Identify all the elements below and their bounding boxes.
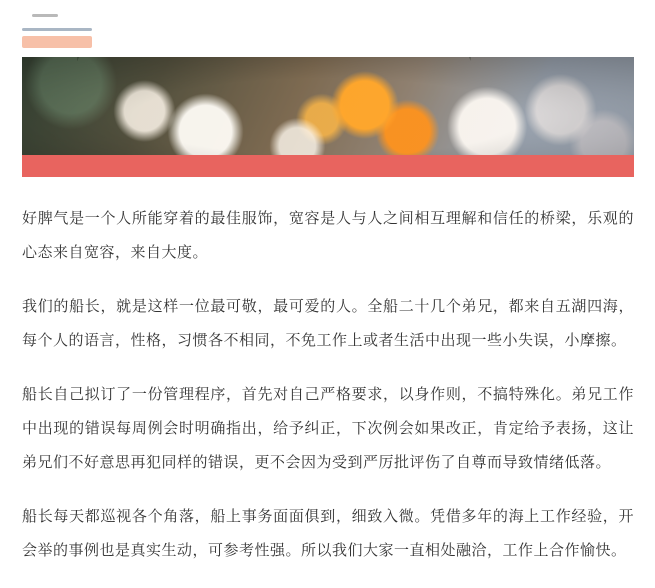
paragraph: 好脾气是一个人所能穿着的最佳服饰，宽容是人与人之间相互理解和信任的桥梁，乐观的心态来自宽容，来自大度。 [22,210,634,261]
rule-mark-top-line [32,14,58,17]
paragraph: 船长每天都巡视各个角落，船上事务面面俱到，细致入微。凭借多年的海上工作经验，开会举的事例也是真实生动，可参考性强。所以我们大家一直相处融洽，工作上合作愉快。 [22,508,634,559]
rule-mark-middle-line [22,28,92,31]
decorative-rule-mark-icon [22,14,92,48]
hero-accent-bar [22,155,634,177]
article-body [22,202,634,588]
rule-mark-accent-block [22,36,92,48]
paragraph: 船长自己拟订了一份管理程序，首先对自己严格要求，以身作则，不搞特殊化。弟兄工作中出现的错误每周例会时明确指出，给予纠正，下次例会如果改正，肯定给予表扬，这让弟兄们不好意思再犯同样的错误，更不会因为受到严厉批评伤了自尊而导致情绪低落。 [22,386,634,471]
paragraph: 我们的船长，就是这样一位最可敬，最可爱的人。全船二十几个弟兄，都来自五湖四海，每个人的语言，性格，习惯各不相同，不免工作上或者生活中出现一些小失误，小摩擦。 [22,298,634,349]
